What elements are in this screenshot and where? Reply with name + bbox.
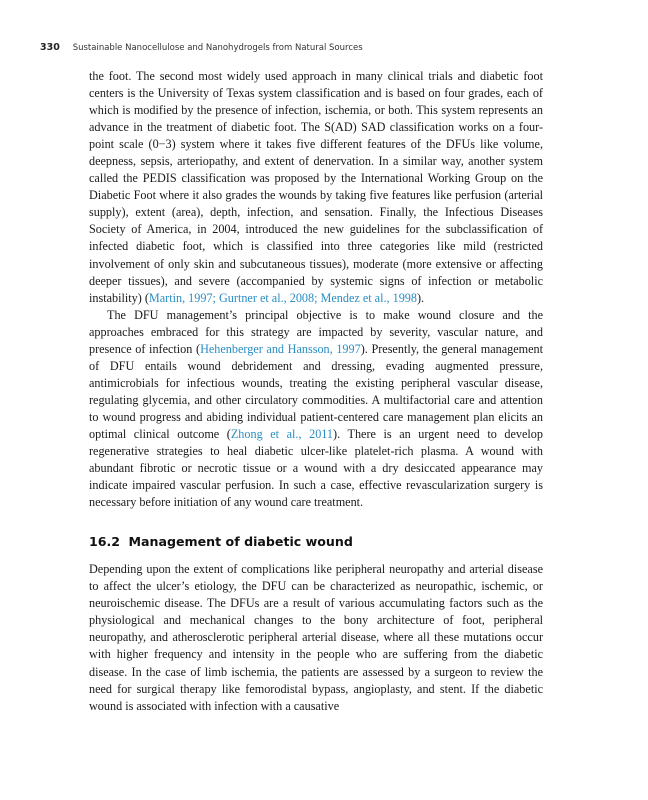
section-number: 16.2 xyxy=(89,534,121,550)
paragraph xyxy=(89,307,543,512)
paragraph-text: ). xyxy=(416,290,425,305)
citation-link[interactable]: Martin, 1997; Gurtner et al., 2008; Mendez et al., 1998 xyxy=(148,290,417,305)
paragraph-text: the foot. The second most widely used approach in many clinical trials and diabetic foot centers is the University of Texas system classification and is based on four grades, each of which is modified by the presence of infection, ischemia, or both. This system represents an advance in the treatment of diabetic foot. The S(AD) SAD classification works on a four-point scale (0−3) system where it takes five different features of the DFUs like volume, deepness, sepsis, arteriopathy, and extent of denervation. In a similar way, another system called the PEDIS classification was proposed by the International Working Group on the Diabetic Foot where it also grades the wounds by taking five features like perfusion (arterial supply), extent (area), depth, infection, and sensation. Finally, the Infectious Diseases Society of America, in 2004, introduced the new guidelines for the subclassification of infected diabetic foot, which is classified into three categories like mild (restricted involvement of only skin and subcutaneous tissues), moderate (more extensive or affecting deeper tissues), and severe (accompanied by systemic signs of infection or metabolic instability) ( xyxy=(89,69,543,305)
paragraph-text: ). Presently, the general management of DFU entails wound debridement and dressing, evading augmented pressure, antimicrobials for infectious wounds, treating the existing peripheral vascular disease, regulating glycemia, and other circulatory commodities. A multifactorial care and attention to wound progress and abiding individual patient-centered care management plan elicits an optimal clinical outcome ( xyxy=(89,341,543,441)
paragraph-text: Depending upon the extent of complications like peripheral neuropathy and arterial disease to affect the ulcer’s etiology, the DFU can be characterized as neuropathic, ischemic, or neuroischemic disease. The DFUs are a result of various accumulating factors such as the physiological and mechanical changes to the bony architecture of foot, peripheral neuropathy, and atherosclerotic peripheral arterial disease, where all these mutations occur with higher frequency and intensity in the people who are suffering from the diabetic disease. In the case of limb ischemia, the patients are assessed by a surgeon to review the need for surgical therapy like femorodistal bypass, angioplasty, and stent. If the diabetic wound is associated with infection with a causative xyxy=(89,562,543,713)
paragraph-text: The DFU management’s principal objective is to make wound closure and the approaches embraced for this strategy are impacted by severity, vascular nature, and presence of infection ( xyxy=(89,307,543,356)
paragraph-continued xyxy=(89,68,543,307)
section-heading xyxy=(89,533,543,551)
paragraph xyxy=(89,561,543,714)
book-title: Sustainable Nanocellulose and Nanohydrogels from Natural Sources xyxy=(72,43,363,53)
running-head xyxy=(40,42,560,56)
paragraph-text: ). There is an urgent need to develop regenerative strategies to heal diabetic ulcer-like platelet-rich plasma. A wound with abundant fibrotic or necrotic tissue or a wound with a dry desiccated appearance may indicate impaired vascular perfusion. In such a case, effective revascularization surgery is necessary before initiation of any wound care treatment. xyxy=(89,426,543,510)
citation-link[interactable]: Zhong et al., 2011 xyxy=(230,426,334,441)
page-number: 330 xyxy=(40,42,60,53)
citation-link[interactable]: Hehenberger and Hansson, 1997 xyxy=(200,341,361,356)
body-text xyxy=(89,68,543,715)
section-title: Management of diabetic wound xyxy=(128,534,353,550)
